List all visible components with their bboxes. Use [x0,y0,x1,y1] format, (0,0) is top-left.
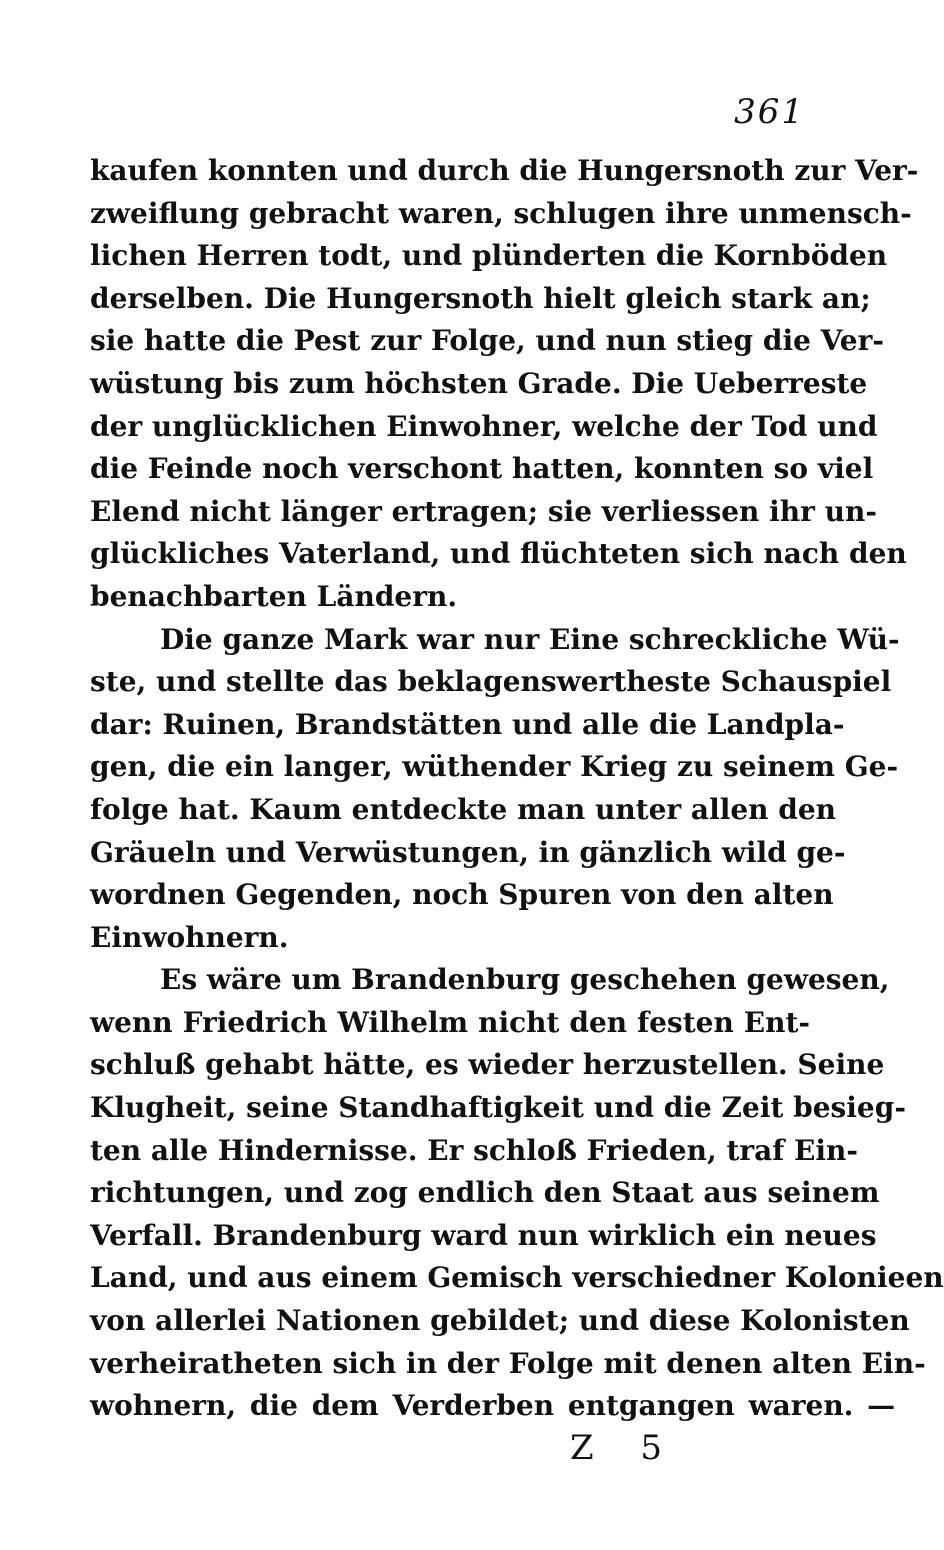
text-line: derselben. Die Hungersnoth hielt gleich stark an; [90,281,871,315]
text-line: dar: Ruinen, Brandstätten und alle die Landpla- [90,707,845,741]
text-line: verheiratheten sich in der Folge mit denen alten Ein- [90,1346,926,1380]
text-line: folge hat. Kaum entdeckte man unter allen den [90,792,837,826]
printer-signature-mark: Z 5 [570,1428,681,1468]
text-line: Es wäre um Brandenburg geschehen gewesen, [160,963,890,997]
text-line: Die ganze Mark war nur Eine schreckliche Wü- [160,622,900,656]
text-line: Verfall. Brandenburg ward nun wirklich ein neues [90,1218,877,1252]
text-line: Gräueln und Verwüstungen, in gänzlich wild ge- [90,835,846,869]
text-line: wordnen Gegenden, noch Spuren von den alten [90,878,834,912]
text-line: lichen Herren todt, und plünderten die Kornböden [90,239,888,273]
text-line: von allerlei Nationen gebildet; und diese Kolonisten [90,1304,910,1338]
text-line: ste, und stellte das beklagenswertheste Schauspiel [90,665,892,699]
text-line: sie hatte die Pest zur Folge, und nun stieg die Ver- [90,324,884,358]
text-line: schluß gehabt hätte, es wieder herzustellen. Seine [90,1048,885,1082]
text-line: der unglücklichen Einwohner, welche der Tod und [90,409,878,443]
text-line: zweiflung gebracht waren, schlugen ihre unmensch- [90,196,912,230]
text-line: gen, die ein langer, wüthender Krieg zu seinem Ge- [90,750,899,784]
text-line: Elend nicht länger ertragen; sie verliessen ihr un- [90,494,877,528]
text-line: Land, und aus einem Gemisch verschiedner Kolonieen [90,1261,944,1295]
text-line: Einwohnern. [90,920,289,954]
text-line: Klugheit, seine Standhaftigkeit und die Zeit besieg- [90,1091,906,1125]
text-line: wüstung bis zum höchsten Grade. Die Ueberreste [90,366,868,400]
text-line: benachbarten Ländern. [90,579,458,613]
text-line: wohnern, die dem Verderben entgangen waren. — [90,1389,896,1423]
text-line: wenn Friedrich Wilhelm nicht den festen Ent- [90,1005,810,1039]
text-line: glückliches Vaterland, und flüchteten sich nach den [90,537,907,571]
text-line: die Feinde noch verschont hatten, konnten so viel [90,452,874,486]
text-line: ten alle Hindernisse. Er schloß Frieden, traf Ein- [90,1133,859,1167]
page-number: 361 [734,92,805,132]
body-text [90,150,944,1428]
text-line: kaufen konnten und durch die Hungersnoth zur Ver- [90,154,919,187]
text-line: richtungen, und zog endlich den Staat aus seinem [90,1176,880,1210]
